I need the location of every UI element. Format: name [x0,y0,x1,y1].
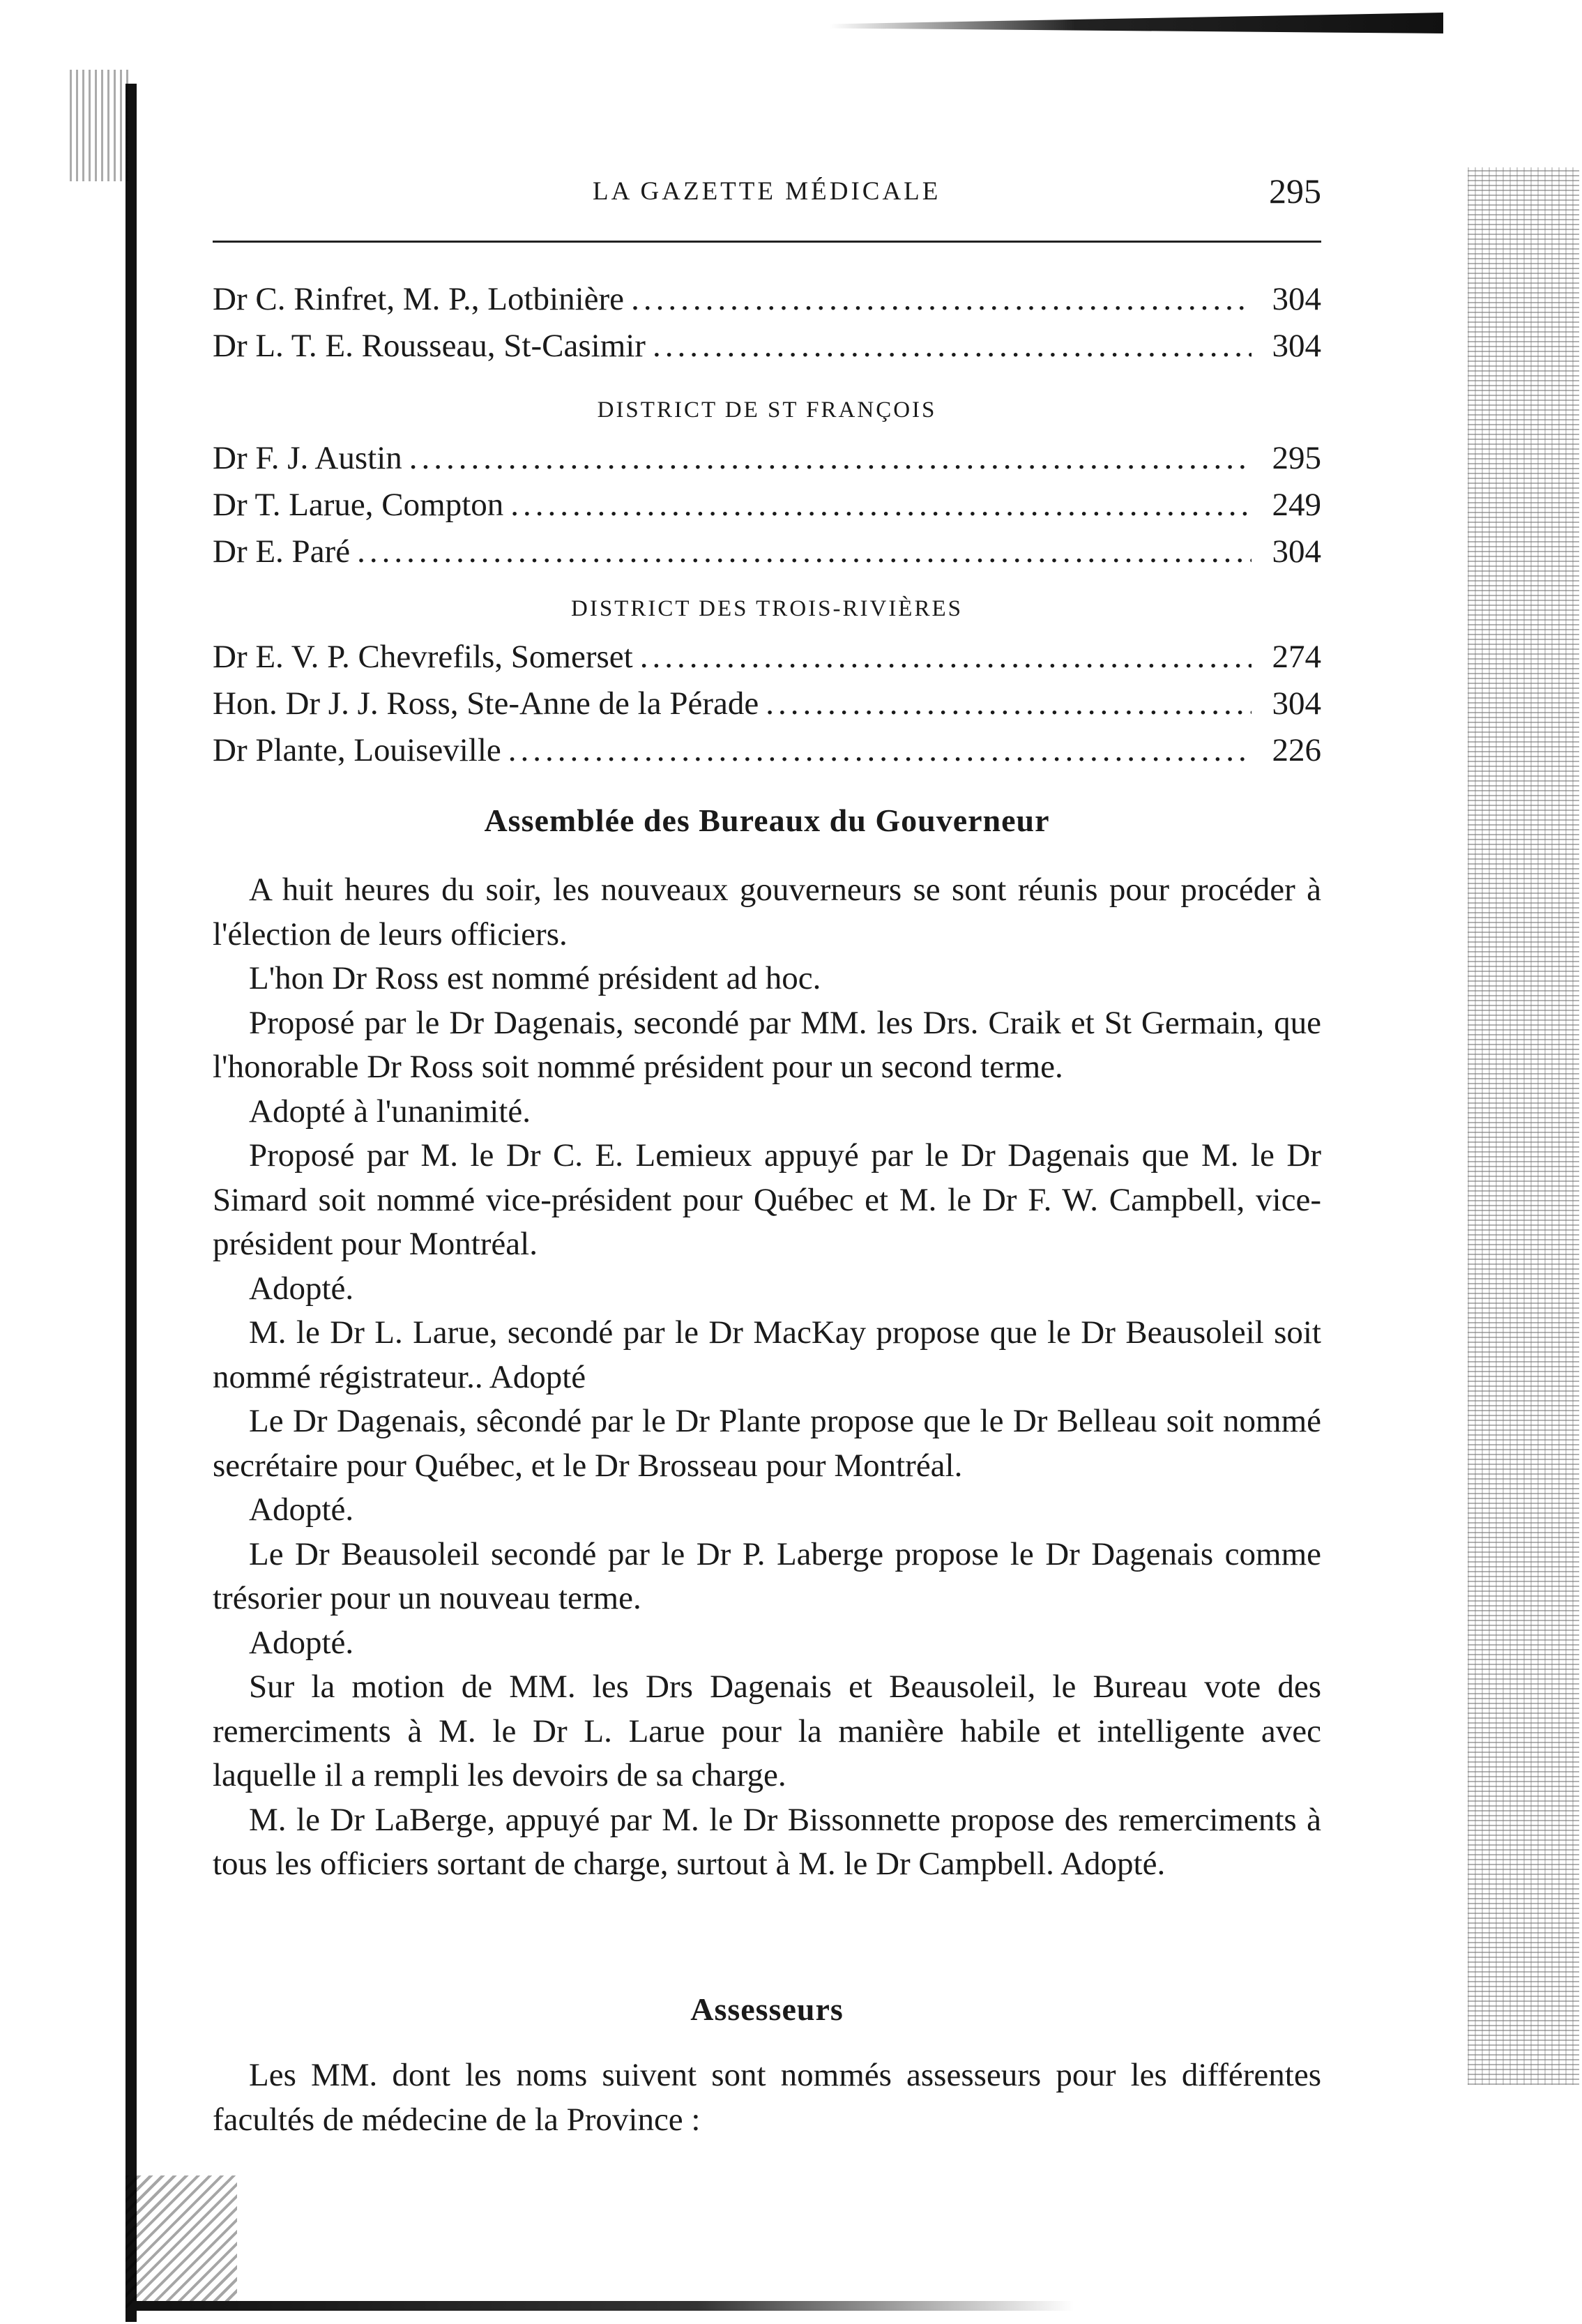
dot-leader [653,327,1252,365]
section-body [213,868,1321,1887]
member-number: 304 [1272,281,1321,317]
scan-noise-right [1468,167,1579,2085]
member-list-st-francois [213,439,1321,579]
dot-leader [510,486,1252,524]
list-item [213,486,1321,533]
member-number: 304 [1272,533,1321,570]
member-number: 249 [1272,487,1321,523]
member-name: Dr T. Larue, Compton [213,487,504,523]
member-name: Dr F. J. Austin [213,440,402,476]
list-item [213,533,1321,579]
member-number: 304 [1272,685,1321,722]
member-number: 304 [1272,328,1321,364]
dot-leader [357,533,1252,570]
dot-leader [766,685,1252,722]
member-number: 226 [1272,732,1321,768]
list-item [213,327,1321,374]
dot-leader [409,439,1252,477]
dot-leader [640,638,1252,676]
paragraph: M. le Dr L. Larue, secondé par le Dr MacKay propose que le Dr Beausoleil soit nommé régistrateur.. Adopté [213,1314,1321,1395]
list-item [213,280,1321,327]
member-name: Dr L. T. E. Rousseau, St-Casimir [213,328,646,364]
member-name: Dr E. Paré [213,533,351,570]
paragraph: Les MM. dont les noms suivent sont nommés assesseurs pour les différentes facultés de médecine de la Province : [213,2057,1321,2138]
member-number: 274 [1272,639,1321,675]
scan-edge-left [126,84,137,2322]
paragraph: L'hon Dr Ross est nommé président ad hoc. [249,960,821,996]
district-heading: DISTRICT DE ST FRANÇOIS [597,397,937,423]
member-list-trois-rivieres [213,638,1321,778]
paragraph: Adopté. [249,1270,354,1307]
district-heading: DISTRICT DES TROIS-RIVIÈRES [571,596,963,621]
paragraph: Adopté. [249,1491,354,1528]
list-item [213,638,1321,685]
paragraph: Le Dr Dagenais, sêcondé par le Dr Plante propose que le Dr Belleau soit nommé secrétaire pour Québec, et le Dr Brosseau pour Montréal. [213,1403,1321,1484]
dot-leader [631,280,1252,318]
page-number: 295 [1269,172,1321,211]
member-number: 295 [1272,440,1321,476]
paragraph: A huit heures du soir, les nouveaux gouverneurs se sont réunis pour procéder à l'élection de leurs officiers. [213,872,1321,952]
paragraph: M. le Dr LaBerge, appuyé par M. le Dr Bissonnette propose des remerciments à tous les officiers sortant de charge, surtout à M. le Dr Campbell. Adopté. [213,1801,1321,1882]
paragraph: Adopté à l'unanimité. [249,1093,531,1130]
paragraph: Sur la motion de MM. les Drs Dagenais et Beausoleil, le Bureau vote des remerciments à M. le Dr L. Larue pour la manière habile et intelligente avec laquelle il a rempli les devoirs de sa charge. [213,1669,1321,1793]
member-name: Dr E. V. P. Chevrefils, Somerset [213,639,633,675]
paragraph: Le Dr Beausoleil secondé par le Dr P. Laberge propose le Dr Dagenais comme trésorier pour un nouveau terme. [213,1535,1321,1616]
journal-title: LA GAZETTE MÉDICALE [593,177,941,206]
running-header [213,171,1321,220]
list-item [213,685,1321,731]
section-title: Assemblée des Bureaux du Gouverneur [484,803,1050,838]
member-name: Dr C. Rinfret, M. P., Lotbinière [213,281,625,317]
paragraph: Proposé par le Dr Dagenais, secondé par MM. les Drs. Craik et St Germain, que l'honorable Dr Ross soit nommé président pour un second terme. [213,1004,1321,1085]
member-list-top [213,280,1321,374]
paragraph: Proposé par M. le Dr C. E. Lemieux appuyé par le Dr Dagenais que M. le Dr Simard soit nommé vice-président pour Québec et M. le Dr F. W. Campbell, vice-président pour Montréal. [213,1137,1321,1262]
scan-noise-left [70,70,132,181]
member-name: Hon. Dr J. J. Ross, Ste-Anne de la Pérade [213,685,759,722]
list-item [213,731,1321,778]
list-item [213,439,1321,486]
scan-edge-top [830,13,1443,33]
section-body [213,2053,1321,2142]
paragraph: Adopté. [249,1624,354,1661]
dot-leader [508,731,1252,769]
member-name: Dr Plante, Louiseville [213,732,501,768]
section-title: Assesseurs [690,1991,844,2027]
scan-edge-bottom [132,2301,1074,2311]
header-rule [213,241,1321,243]
scan-noise-bottom [126,2175,237,2308]
